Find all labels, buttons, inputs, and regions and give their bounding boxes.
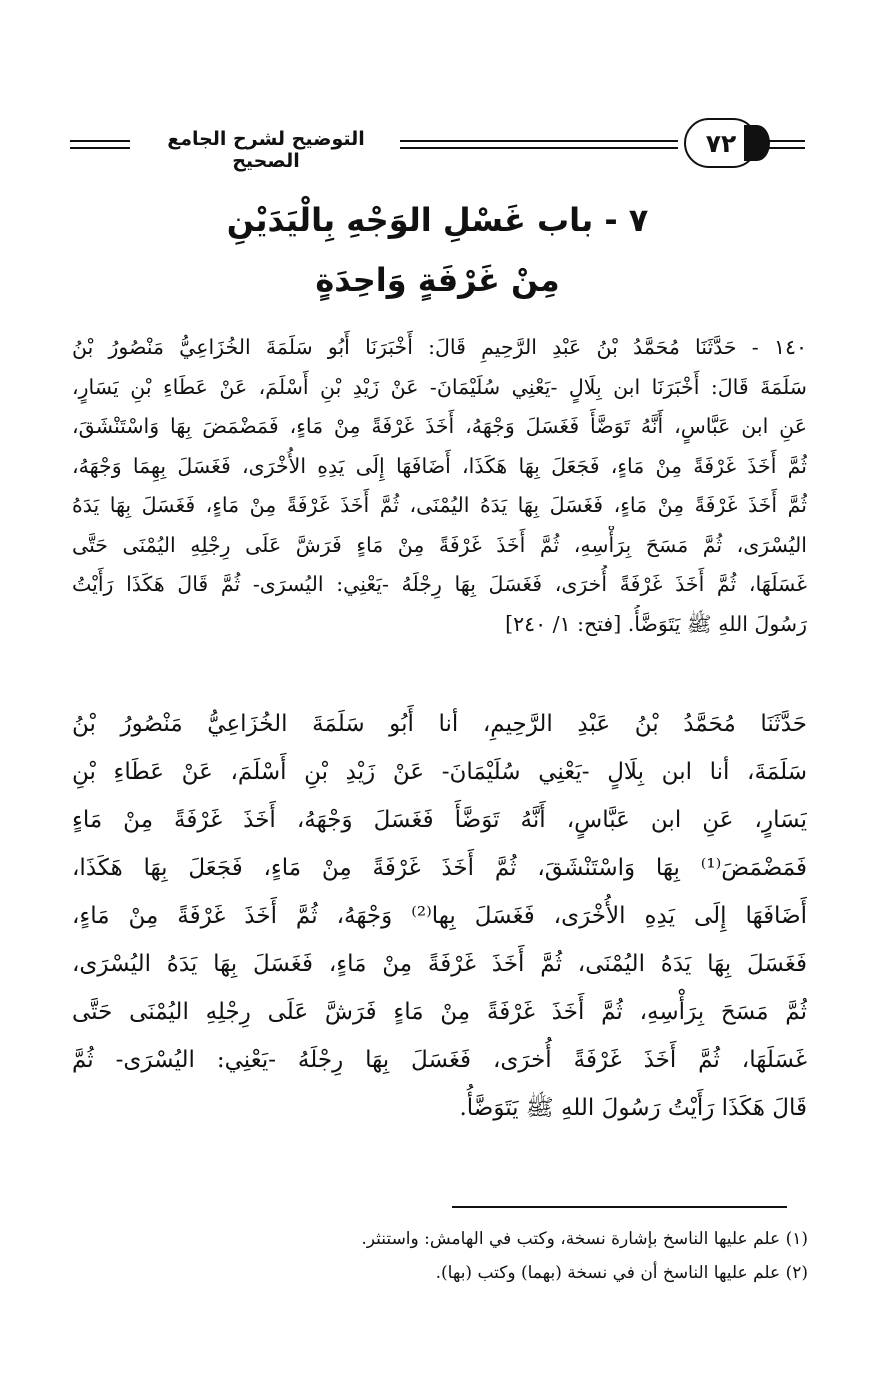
footnote-1: (١) علم عليها الناسخ بإشارة نسخة، وكتب في الهامش: واستنثر.: [361, 1229, 808, 1249]
text-line: ثُمَّ أَخَذَ غَرْفَةً مِنْ مَاءٍ، فَجَعَلَ بِهَا هَكَذَا، أَضَافَهَا إِلَى يَدِهِ الأُخْرَى، فَغَسَلَ بِهِمَا وَجْهَهُ،: [72, 453, 807, 478]
chapter-title-line-1: ٧ - باب غَسْلِ الوَجْهِ بِالْيَدَيْنِ: [226, 201, 649, 239]
text-line: حَدَّثَنَا مُحَمَّدُ بْنُ عَبْدِ الرَّحِيمِ، أنا أَبُو سَلَمَةَ الخُزَاعِيُّ مَنْصُورُ بْنُ: [72, 711, 807, 737]
header-rule: [70, 147, 130, 149]
text-line: سَلَمَةَ قَالَ: أَخْبَرَنَا ابن بِلَالٍ -يَعْنِي سُلَيْمَانَ- عَنْ زَيْدِ بْنِ أَسْلَمَ، عَنْ عَطَاءِ بْنِ يَسَارٍ،: [72, 374, 807, 399]
text-line: فَمَضْمَضَ⁽¹⁾ بِهَا وَاسْتَنْشَقَ، ثُمَّ أَخَذَ غَرْفَةً مِنْ مَاءٍ، فَجَعَلَ بِهَا هَكَذَا،: [72, 855, 807, 881]
text-line: قَالَ هَكَذَا رَأَيْتُ رَسُولَ اللهِ ﷺ يَتَوَضَّأُ.: [459, 1095, 807, 1121]
page-number: ٧٢: [684, 118, 758, 168]
text-line: يَسَارٍ، عَنِ ابن عَبَّاسٍ، أَنَّهُ تَوَضَّأَ فَغَسَلَ وَجْهَهُ، أَخَذَ غَرْفَةً مِنْ مَاءٍ: [72, 807, 807, 833]
header-rule: [400, 140, 678, 142]
header-rule: [400, 147, 678, 149]
header-rule: [756, 147, 805, 149]
chapter-title-line-2: مِنْ غَرْفَةٍ وَاحِدَةٍ: [315, 261, 560, 299]
text-line: ١٤٠ - حَدَّثَنَا مُحَمَّدُ بْنُ عَبْدِ الرَّحِيمِ قَالَ: أَخْبَرَنَا أَبُو سَلَمَةَ الخُزَاعِيُّ مَنْصُورُ بْنُ: [72, 335, 807, 359]
text-line: أَضَافَهَا إِلَى يَدِهِ الأُخْرَى، فَغَسَلَ بِها⁽²⁾ وَجْهَهُ، ثُمَّ أَخَذَ غَرْفَةً مِنْ مَاءٍ،: [72, 903, 807, 929]
footnotes: [100, 1222, 808, 1290]
text-line: سَلَمَةَ، أنا ابن بِلَالٍ -يَعْنِي سُلَيْمَانَ- عَنْ زَيْدِ بْنِ أَسْلَمَ، عَنْ عَطَاءِ بْنِ: [72, 759, 807, 785]
header-rule: [756, 140, 805, 142]
chapter-heading: [70, 190, 805, 310]
footnote-separator: [452, 1206, 787, 1208]
text-line: غَسَلَهَا، ثُمَّ أَخَذَ غَرْفَةً أُخرَى، فَغَسَلَ بِهَا رِجْلَهُ -يَعْنِي: اليُسرَى- ثُمَّ قَالَ هَكَذَا رَأَيْتُ: [72, 572, 807, 596]
running-header: [70, 118, 805, 170]
text-line: رَسُولَ اللهِ ﷺ يَتَوَضَّأُ. [فتح: ١/ ٢٤٠]: [505, 611, 807, 636]
text-line: عَنِ ابن عَبَّاسٍ، أَنَّهُ تَوَضَّأَ فَغَسَلَ وَجْهَهُ، أَخَذَ غَرْفَةً مِنْ مَاءٍ، فَمَضْمَضَ بِهَا وَاسْتَنْشَقَ،: [72, 414, 807, 438]
header-rule: [70, 140, 130, 142]
text-line: فَغَسَلَ بِهَا يَدَهُ اليُمْنَى، ثُمَّ أَخَذَ غَرْفَةً مِنْ مَاءٍ، فَغَسَلَ بِهَا يَدَهُ اليُسْرَى،: [72, 951, 807, 977]
footnote-2: (٢) علم عليها الناسخ أن في نسخة (بهما) وكتب (بها).: [435, 1263, 808, 1283]
text-line: ثُمَّ مَسَحَ بِرَأْسِهِ، ثُمَّ أَخَذَ غَرْفَةً مِنْ مَاءٍ فَرَشَّ عَلَى رِجْلِهِ اليُمْنَى حَتَّى: [72, 999, 807, 1025]
text-line: اليُسْرَى، ثُمَّ مَسَحَ بِرَأْسِهِ، ثُمَّ أَخَذَ غَرْفَةً مِنْ مَاءٍ فَرَشَّ عَلَى رِجْلِهِ اليُمْنَى حَتَّى: [72, 532, 807, 557]
hadith-commentary-text: [72, 700, 807, 1132]
text-line: غَسَلَهَا، ثُمَّ أَخَذَ غَرْفَةً أُخرَى، فَغَسَلَ بِهَا رِجْلَهُ -يَعْنِي: اليُسْرَى- ثُمَّ: [72, 1047, 807, 1073]
text-line: ثُمَّ أَخَذَ غَرْفَةً مِنْ مَاءٍ، فَغَسَلَ بِهَا يَدَهُ اليُمْنَى، ثُمَّ أَخَذَ غَرْفَةً مِنْ مَاءٍ، فَغَسَلَ بِهَا يَدَهُ: [72, 493, 807, 517]
hadith-140-text: [72, 328, 807, 644]
book-title: التوضيح لشرح الجامع الصحيح: [167, 128, 365, 172]
